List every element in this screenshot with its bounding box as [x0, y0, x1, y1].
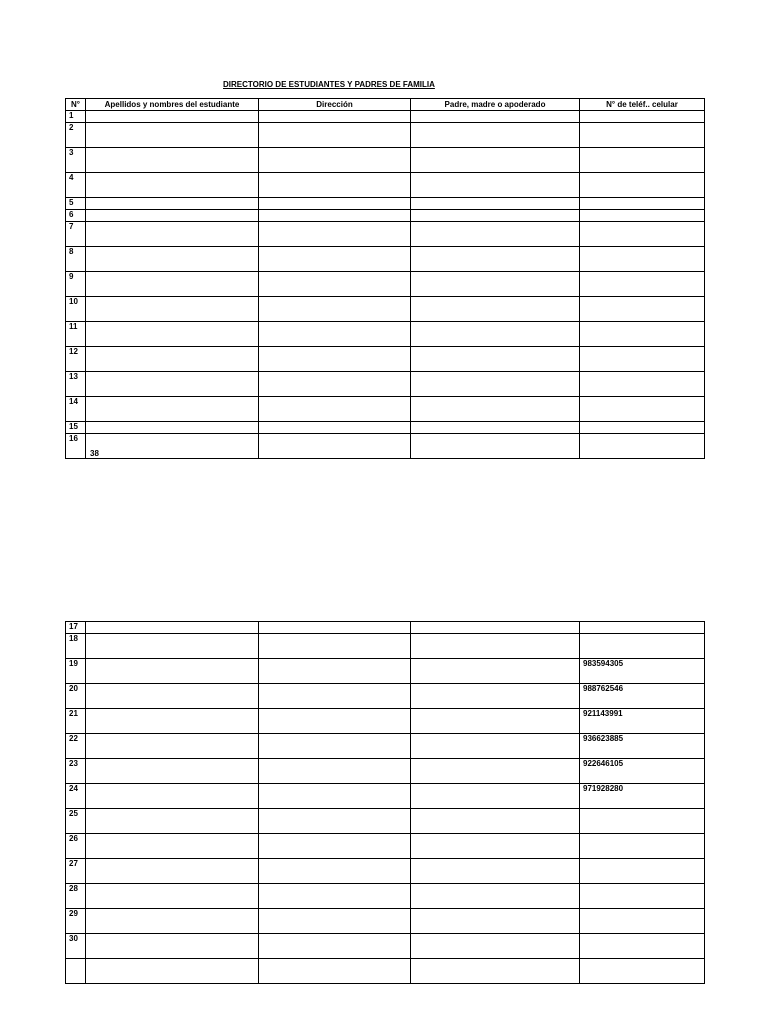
row-number: 27	[66, 859, 86, 884]
student-name-cell	[86, 659, 259, 684]
table-row	[66, 222, 705, 247]
header-phone: N° de teléf.. celular	[580, 99, 705, 111]
page-number: 38	[90, 449, 99, 458]
table-row	[66, 272, 705, 297]
phone-cell: 922646105	[580, 759, 705, 784]
student-name-cell	[86, 622, 259, 634]
guardian-cell	[411, 372, 580, 397]
phone-cell: 988762546	[580, 684, 705, 709]
row-number: 20	[66, 684, 86, 709]
student-directory-table-1	[65, 98, 705, 459]
phone-cell	[580, 909, 705, 934]
table-row	[66, 198, 705, 210]
guardian-cell	[411, 247, 580, 272]
table-row	[66, 859, 705, 884]
phone-cell	[580, 173, 705, 198]
address-cell	[259, 210, 411, 222]
row-number: 30	[66, 934, 86, 959]
table-row	[66, 347, 705, 372]
table-row	[66, 784, 705, 809]
row-number: 1	[66, 111, 86, 123]
guardian-cell	[411, 111, 580, 123]
phone-cell	[580, 272, 705, 297]
table-row	[66, 434, 705, 459]
table-row	[66, 173, 705, 198]
header-student-name: Apellidos y nombres del estudiante	[86, 99, 259, 111]
student-name-cell	[86, 347, 259, 372]
address-cell	[259, 111, 411, 123]
row-number: 13	[66, 372, 86, 397]
student-name-cell	[86, 198, 259, 210]
student-name-cell	[86, 709, 259, 734]
phone-cell	[580, 934, 705, 959]
phone-cell	[580, 809, 705, 834]
address-cell	[259, 959, 411, 984]
row-number: 7	[66, 222, 86, 247]
row-number: 18	[66, 634, 86, 659]
phone-cell	[580, 210, 705, 222]
table-row	[66, 934, 705, 959]
address-cell	[259, 759, 411, 784]
table-row	[66, 909, 705, 934]
address-cell	[259, 272, 411, 297]
student-name-cell	[86, 884, 259, 909]
guardian-cell	[411, 859, 580, 884]
phone-cell	[580, 634, 705, 659]
student-name-cell	[86, 934, 259, 959]
address-cell	[259, 709, 411, 734]
address-cell	[259, 322, 411, 347]
phone-cell	[580, 347, 705, 372]
phone-cell: 921143991	[580, 709, 705, 734]
student-name-cell	[86, 148, 259, 173]
phone-cell	[580, 198, 705, 210]
guardian-cell	[411, 959, 580, 984]
student-name-cell	[86, 272, 259, 297]
address-cell	[259, 734, 411, 759]
guardian-cell	[411, 784, 580, 809]
table-row	[66, 809, 705, 834]
table-row	[66, 684, 705, 709]
guardian-cell	[411, 434, 580, 459]
address-cell	[259, 884, 411, 909]
phone-cell	[580, 372, 705, 397]
student-name-cell	[86, 809, 259, 834]
guardian-cell	[411, 934, 580, 959]
row-number: 9	[66, 272, 86, 297]
phone-cell	[580, 422, 705, 434]
table-row	[66, 372, 705, 397]
student-name-cell	[86, 834, 259, 859]
phone-cell	[580, 111, 705, 123]
address-cell	[259, 347, 411, 372]
guardian-cell	[411, 297, 580, 322]
address-cell	[259, 372, 411, 397]
table-row	[66, 297, 705, 322]
row-number: 4	[66, 173, 86, 198]
row-number: 17	[66, 622, 86, 634]
student-name-cell	[86, 322, 259, 347]
guardian-cell	[411, 173, 580, 198]
row-number: 10	[66, 297, 86, 322]
guardian-cell	[411, 622, 580, 634]
table-row	[66, 422, 705, 434]
row-number: 21	[66, 709, 86, 734]
phone-cell	[580, 834, 705, 859]
guardian-cell	[411, 422, 580, 434]
guardian-cell	[411, 222, 580, 247]
student-name-cell	[86, 684, 259, 709]
student-name-cell	[86, 397, 259, 422]
table-row	[66, 759, 705, 784]
student-name-cell	[86, 734, 259, 759]
table-row	[66, 111, 705, 123]
phone-cell	[580, 397, 705, 422]
guardian-cell	[411, 809, 580, 834]
guardian-cell	[411, 198, 580, 210]
student-name-cell	[86, 222, 259, 247]
row-number: 19	[66, 659, 86, 684]
row-number	[66, 959, 86, 984]
address-cell	[259, 809, 411, 834]
table-row	[66, 322, 705, 347]
row-number: 11	[66, 322, 86, 347]
address-cell	[259, 198, 411, 210]
student-name-cell	[86, 372, 259, 397]
address-cell	[259, 622, 411, 634]
table-row	[66, 709, 705, 734]
address-cell	[259, 222, 411, 247]
address-cell	[259, 684, 411, 709]
student-name-cell	[86, 297, 259, 322]
address-cell	[259, 434, 411, 459]
row-number: 15	[66, 422, 86, 434]
guardian-cell	[411, 884, 580, 909]
header-number: N°	[66, 99, 86, 111]
row-number: 22	[66, 734, 86, 759]
guardian-cell	[411, 759, 580, 784]
table-row	[66, 884, 705, 909]
row-number: 16	[66, 434, 86, 459]
address-cell	[259, 148, 411, 173]
table-row	[66, 148, 705, 173]
phone-cell	[580, 247, 705, 272]
student-name-cell	[86, 909, 259, 934]
row-number: 8	[66, 247, 86, 272]
guardian-cell	[411, 397, 580, 422]
phone-cell	[580, 884, 705, 909]
guardian-cell	[411, 709, 580, 734]
row-number: 24	[66, 784, 86, 809]
address-cell	[259, 859, 411, 884]
phone-cell	[580, 322, 705, 347]
table-row	[66, 397, 705, 422]
phone-cell	[580, 859, 705, 884]
address-cell	[259, 123, 411, 148]
phone-cell: 936623885	[580, 734, 705, 759]
phone-cell	[580, 622, 705, 634]
table-row	[66, 634, 705, 659]
address-cell	[259, 659, 411, 684]
table-row	[66, 247, 705, 272]
guardian-cell	[411, 834, 580, 859]
row-number: 12	[66, 347, 86, 372]
row-number: 6	[66, 210, 86, 222]
guardian-cell	[411, 684, 580, 709]
student-name-cell	[86, 173, 259, 198]
student-name-cell	[86, 634, 259, 659]
address-cell	[259, 397, 411, 422]
guardian-cell	[411, 148, 580, 173]
phone-cell	[580, 123, 705, 148]
address-cell	[259, 909, 411, 934]
row-number: 25	[66, 809, 86, 834]
address-cell	[259, 422, 411, 434]
student-name-cell	[86, 123, 259, 148]
row-number: 5	[66, 198, 86, 210]
guardian-cell	[411, 659, 580, 684]
phone-cell	[580, 297, 705, 322]
student-name-cell	[86, 210, 259, 222]
student-name-cell	[86, 434, 259, 459]
student-name-cell	[86, 784, 259, 809]
student-name-cell	[86, 247, 259, 272]
phone-cell	[580, 222, 705, 247]
student-name-cell	[86, 422, 259, 434]
row-number: 29	[66, 909, 86, 934]
guardian-cell	[411, 634, 580, 659]
phone-cell	[580, 434, 705, 459]
student-name-cell	[86, 759, 259, 784]
guardian-cell	[411, 909, 580, 934]
header-guardian: Padre, madre o apoderado	[411, 99, 580, 111]
address-cell	[259, 634, 411, 659]
table-row	[66, 734, 705, 759]
student-directory-table-2	[65, 621, 705, 984]
phone-cell	[580, 148, 705, 173]
guardian-cell	[411, 734, 580, 759]
table-row	[66, 659, 705, 684]
address-cell	[259, 834, 411, 859]
header-address: Dirección	[259, 99, 411, 111]
table-row	[66, 210, 705, 222]
guardian-cell	[411, 347, 580, 372]
row-number: 26	[66, 834, 86, 859]
guardian-cell	[411, 210, 580, 222]
phone-cell: 971928280	[580, 784, 705, 809]
row-number: 3	[66, 148, 86, 173]
row-number: 14	[66, 397, 86, 422]
address-cell	[259, 934, 411, 959]
student-name-cell	[86, 959, 259, 984]
address-cell	[259, 173, 411, 198]
phone-cell	[580, 959, 705, 984]
row-number: 2	[66, 123, 86, 148]
page-title: DIRECTORIO DE ESTUDIANTES Y PADRES DE FAMILIA	[223, 80, 435, 89]
address-cell	[259, 784, 411, 809]
address-cell	[259, 297, 411, 322]
table-row	[66, 622, 705, 634]
phone-cell: 983594305	[580, 659, 705, 684]
student-name-cell	[86, 111, 259, 123]
table-row	[66, 834, 705, 859]
row-number: 28	[66, 884, 86, 909]
row-number: 23	[66, 759, 86, 784]
guardian-cell	[411, 272, 580, 297]
table-row	[66, 123, 705, 148]
guardian-cell	[411, 123, 580, 148]
address-cell	[259, 247, 411, 272]
student-name-cell	[86, 859, 259, 884]
table-row	[66, 959, 705, 984]
guardian-cell	[411, 322, 580, 347]
